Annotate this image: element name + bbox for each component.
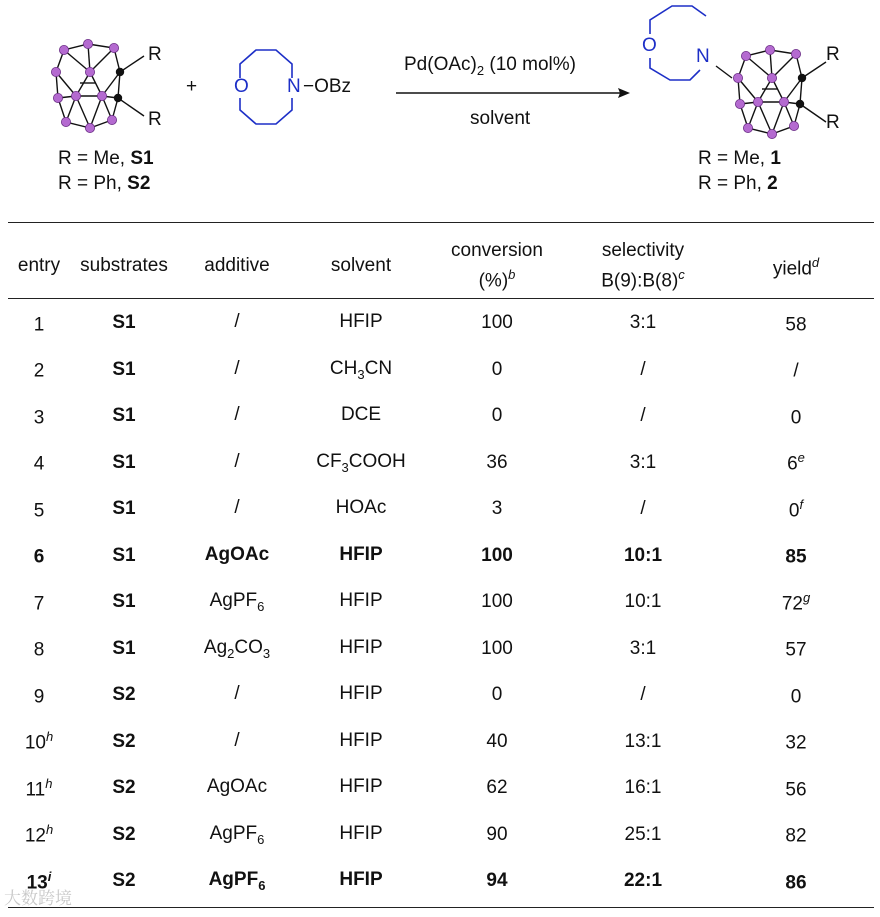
table-row bbox=[8, 393, 874, 440]
table-row bbox=[8, 765, 874, 812]
additive-text: / bbox=[234, 729, 240, 751]
cell-solvent bbox=[296, 719, 426, 766]
additive-text-cont: CO bbox=[234, 636, 263, 658]
cell-solvent bbox=[296, 579, 426, 626]
substrate-label-s1-text: R = Me, bbox=[58, 148, 131, 169]
cell-entry bbox=[8, 579, 70, 626]
cell-substrate: S2 bbox=[112, 684, 136, 706]
yield-value: 57 bbox=[785, 639, 807, 661]
cell-yield bbox=[718, 765, 874, 812]
entry-number: 13 bbox=[26, 871, 48, 893]
cell-substrate: S1 bbox=[112, 498, 136, 520]
cell-conversion: 100 bbox=[481, 544, 513, 566]
cell-selectivity: / bbox=[640, 684, 646, 706]
product-nitrogen: N bbox=[696, 46, 710, 67]
cell-conversion: 94 bbox=[486, 870, 508, 892]
yield-value: / bbox=[793, 360, 799, 382]
solvent-text: HFIP bbox=[339, 311, 383, 333]
cell-solvent bbox=[296, 300, 426, 347]
cell-entry bbox=[8, 672, 70, 719]
cell-entry bbox=[8, 393, 70, 440]
cell-entry bbox=[8, 719, 70, 766]
entry-number: 12 bbox=[24, 825, 46, 847]
cell-conversion: 3 bbox=[491, 498, 503, 520]
entry-number: 9 bbox=[33, 685, 45, 707]
solvent-text: HFIP bbox=[339, 590, 383, 612]
additive-text: / bbox=[234, 311, 240, 333]
table-row bbox=[8, 300, 874, 347]
cell-selectivity: 10:1 bbox=[623, 544, 663, 566]
substrate-label-s2-bold: S2 bbox=[127, 173, 151, 194]
solvent-text: HFIP bbox=[339, 729, 383, 751]
cell-yield bbox=[718, 626, 874, 673]
header-substrates: substrates bbox=[80, 255, 168, 276]
cell-selectivity: / bbox=[640, 405, 646, 427]
cell-selectivity: 22:1 bbox=[623, 870, 663, 892]
cell-solvent bbox=[296, 858, 426, 905]
additive-text: AgOAc bbox=[206, 776, 268, 798]
table-row bbox=[8, 440, 874, 487]
cell-entry bbox=[8, 812, 70, 859]
cell-substrate: S1 bbox=[112, 358, 136, 380]
header-conversion-unit: (%) bbox=[478, 270, 509, 292]
additive-text: AgPF bbox=[209, 590, 258, 612]
table-body bbox=[8, 300, 874, 905]
cell-substrate: S1 bbox=[112, 451, 136, 473]
cell-selectivity: 13:1 bbox=[624, 730, 662, 752]
solvent-text: HFIP bbox=[339, 543, 383, 565]
cell-substrate: S2 bbox=[112, 730, 136, 752]
entry-number: 10 bbox=[24, 732, 46, 754]
cell-solvent bbox=[296, 393, 426, 440]
solvent-condition: solvent bbox=[470, 108, 531, 129]
cell-selectivity: 16:1 bbox=[624, 777, 662, 799]
product-label-1 bbox=[698, 148, 781, 170]
substrate-label-s1-bold: S1 bbox=[130, 148, 154, 169]
additive-text: AgOAc bbox=[204, 543, 270, 565]
header-yield-text: yield bbox=[772, 258, 812, 280]
table-header-row bbox=[8, 232, 874, 300]
cell-conversion: 36 bbox=[486, 451, 508, 473]
cell-selectivity: 3:1 bbox=[629, 637, 657, 659]
solvent-text: CH bbox=[329, 357, 358, 379]
substrate-label-s1 bbox=[58, 148, 154, 170]
reaction-scheme bbox=[0, 0, 880, 215]
header-selectivity-line1: selectivity bbox=[601, 239, 685, 261]
solvent-text: HFIP bbox=[339, 776, 383, 798]
yield-value: 85 bbox=[785, 546, 807, 568]
cell-additive bbox=[178, 719, 296, 766]
yield-value: 56 bbox=[785, 778, 807, 800]
cell-entry bbox=[8, 440, 70, 487]
entry-number: 6 bbox=[33, 546, 45, 568]
header-additive: additive bbox=[204, 255, 270, 276]
reagent-nitrogen: N bbox=[287, 76, 301, 97]
entry-footnote: h bbox=[45, 775, 53, 791]
cell-additive bbox=[178, 486, 296, 533]
header-conversion-footnote: b bbox=[508, 266, 516, 282]
table-row bbox=[8, 672, 874, 719]
cell-additive bbox=[178, 626, 296, 673]
additive-subscript: 6 bbox=[257, 831, 265, 847]
entry-number: 1 bbox=[33, 313, 45, 335]
solvent-text-cont: CN bbox=[364, 357, 393, 379]
cell-additive bbox=[178, 579, 296, 626]
header-conversion bbox=[426, 232, 568, 300]
cell-substrate: S1 bbox=[112, 312, 136, 334]
solvent-subscript: 3 bbox=[357, 366, 365, 382]
product-label-2 bbox=[698, 173, 778, 195]
entry-number: 8 bbox=[33, 639, 45, 661]
additive-subscript: 2 bbox=[227, 645, 235, 661]
table-row bbox=[8, 347, 874, 394]
header-yield bbox=[718, 232, 874, 300]
solvent-text: DCE bbox=[340, 404, 382, 426]
cell-solvent bbox=[296, 765, 426, 812]
product-oxygen: O bbox=[642, 35, 657, 56]
cell-entry bbox=[8, 486, 70, 533]
solvent-text: HFIP bbox=[339, 869, 383, 891]
yield-value: 58 bbox=[785, 313, 807, 335]
header-selectivity-ratio: B(9):B(8) bbox=[601, 270, 679, 292]
cell-selectivity: / bbox=[640, 358, 646, 380]
cell-entry bbox=[8, 347, 70, 394]
entry-number: 7 bbox=[33, 592, 45, 614]
additive-text: / bbox=[234, 357, 240, 379]
cell-yield bbox=[718, 486, 874, 533]
cell-substrate: S1 bbox=[112, 637, 136, 659]
cell-substrate: S2 bbox=[112, 777, 136, 799]
header-entry: entry bbox=[17, 255, 61, 276]
cell-yield bbox=[718, 672, 874, 719]
additive-text: / bbox=[234, 497, 240, 519]
cell-yield bbox=[718, 533, 874, 580]
cell-yield bbox=[718, 719, 874, 766]
cell-additive bbox=[178, 440, 296, 487]
entry-footnote: i bbox=[47, 868, 52, 884]
solvent-text: HOAc bbox=[335, 497, 387, 519]
additive-subscript: 6 bbox=[257, 599, 265, 615]
product-label-2-bold: 2 bbox=[767, 173, 778, 194]
solvent-text: HFIP bbox=[339, 636, 383, 658]
catalyst-text: Pd(OAc) bbox=[404, 54, 477, 75]
cell-conversion: 40 bbox=[486, 730, 508, 752]
cell-additive bbox=[178, 672, 296, 719]
reagent-obz: −OBz bbox=[303, 76, 352, 97]
entry-number: 3 bbox=[33, 406, 45, 428]
additive-text: AgPF bbox=[208, 869, 259, 891]
product-r-top: R bbox=[826, 44, 840, 65]
cell-solvent bbox=[296, 486, 426, 533]
additive-text: AgPF bbox=[209, 822, 258, 844]
cell-additive bbox=[178, 300, 296, 347]
substrate-r-top: R bbox=[148, 44, 162, 65]
table-row bbox=[8, 626, 874, 673]
yield-footnote: e bbox=[797, 450, 805, 466]
cell-substrate: S1 bbox=[112, 544, 136, 566]
table-row bbox=[8, 858, 874, 905]
cell-solvent bbox=[296, 347, 426, 394]
yield-value: 32 bbox=[785, 732, 807, 754]
table-bottom-rule bbox=[8, 907, 874, 908]
table-top-rule bbox=[8, 222, 874, 223]
cell-entry bbox=[8, 765, 70, 812]
table-row bbox=[8, 719, 874, 766]
additive-text: / bbox=[234, 683, 240, 705]
catalyst-subscript: 2 bbox=[476, 62, 485, 78]
cell-yield bbox=[718, 858, 874, 905]
header-solvent: solvent bbox=[330, 255, 392, 276]
substrate-r-bottom: R bbox=[148, 109, 162, 130]
solvent-text: CF bbox=[316, 450, 342, 472]
cell-additive bbox=[178, 812, 296, 859]
additive-text: / bbox=[234, 450, 240, 472]
entry-number: 11 bbox=[25, 778, 46, 800]
table-row bbox=[8, 579, 874, 626]
header-selectivity-footnote: c bbox=[678, 266, 685, 282]
cell-solvent bbox=[296, 440, 426, 487]
yield-value: 86 bbox=[785, 871, 807, 893]
header-yield-footnote: d bbox=[811, 254, 820, 270]
cell-selectivity: / bbox=[640, 498, 646, 520]
solvent-text: HFIP bbox=[339, 683, 383, 705]
cell-conversion: 62 bbox=[486, 777, 508, 799]
cell-substrate: S2 bbox=[112, 870, 136, 892]
entry-number: 5 bbox=[33, 499, 45, 521]
cell-yield bbox=[718, 812, 874, 859]
cell-additive bbox=[178, 765, 296, 812]
additive-text: / bbox=[234, 404, 240, 426]
cell-substrate: S1 bbox=[112, 405, 136, 427]
cell-conversion: 100 bbox=[481, 637, 513, 659]
cell-conversion: 100 bbox=[481, 591, 513, 613]
solvent-subscript: 3 bbox=[341, 459, 349, 475]
cell-entry bbox=[8, 533, 70, 580]
entry-footnote: h bbox=[45, 729, 54, 745]
additive-subscript-2: 3 bbox=[262, 645, 271, 661]
product-r-bottom: R bbox=[826, 112, 840, 133]
cell-selectivity: 3:1 bbox=[629, 312, 657, 334]
yield-footnote: f bbox=[799, 496, 804, 512]
solvent-text: HFIP bbox=[339, 822, 383, 844]
cell-yield bbox=[718, 579, 874, 626]
cell-substrate: S2 bbox=[112, 823, 136, 845]
table-row bbox=[8, 486, 874, 533]
cell-yield bbox=[718, 393, 874, 440]
cell-additive bbox=[178, 393, 296, 440]
cell-selectivity: 25:1 bbox=[624, 823, 662, 845]
header-selectivity-line2 bbox=[568, 263, 718, 293]
reaction-arrow bbox=[394, 86, 634, 100]
cell-additive bbox=[178, 533, 296, 580]
header-conversion-line1: conversion bbox=[451, 239, 543, 261]
additive-text: Ag bbox=[203, 636, 228, 658]
cell-entry bbox=[8, 300, 70, 347]
product-label-1-bold: 1 bbox=[770, 148, 781, 169]
yield-value: 6 bbox=[787, 453, 798, 475]
entry-number: 4 bbox=[33, 453, 45, 475]
cell-solvent bbox=[296, 626, 426, 673]
entry-number: 2 bbox=[33, 360, 45, 382]
table-row bbox=[8, 533, 874, 580]
watermark: 大数跨境 bbox=[4, 889, 72, 908]
substrate-label-s2 bbox=[58, 173, 150, 195]
header-conversion-line2 bbox=[426, 263, 568, 293]
additive-subscript: 6 bbox=[258, 878, 266, 894]
cell-solvent bbox=[296, 812, 426, 859]
cell-selectivity: 10:1 bbox=[624, 591, 662, 613]
yield-value: 0 bbox=[790, 406, 802, 428]
cell-conversion: 0 bbox=[491, 684, 503, 706]
substrate-label-s2-text: R = Ph, bbox=[58, 173, 128, 194]
optimization-table bbox=[8, 232, 874, 905]
cell-selectivity: 3:1 bbox=[629, 451, 657, 473]
cell-additive bbox=[178, 858, 296, 905]
cell-yield bbox=[718, 440, 874, 487]
cell-additive bbox=[178, 347, 296, 394]
solvent-text-cont: COOH bbox=[348, 450, 406, 472]
yield-value: 72 bbox=[781, 592, 803, 614]
cell-solvent bbox=[296, 533, 426, 580]
catalyst-condition bbox=[404, 54, 576, 82]
cell-conversion: 100 bbox=[481, 312, 513, 334]
cell-yield bbox=[718, 300, 874, 347]
reagent-oxygen: O bbox=[234, 76, 249, 97]
cell-conversion: 0 bbox=[491, 358, 503, 380]
cell-conversion: 0 bbox=[491, 405, 503, 427]
carborane-substrate-structure bbox=[40, 36, 160, 146]
cell-solvent bbox=[296, 672, 426, 719]
yield-value: 0 bbox=[790, 685, 802, 707]
product-label-2-text: R = Ph, bbox=[698, 173, 768, 194]
cell-yield bbox=[718, 347, 874, 394]
plus-sign: + bbox=[186, 76, 198, 97]
cell-substrate: S1 bbox=[112, 591, 136, 613]
cell-entry bbox=[8, 626, 70, 673]
table-row bbox=[8, 812, 874, 859]
header-selectivity bbox=[568, 232, 718, 300]
product-label-1-text: R = Me, bbox=[698, 148, 771, 169]
entry-footnote: h bbox=[45, 822, 54, 838]
catalyst-loading: (10 mol%) bbox=[484, 54, 576, 75]
yield-value: 82 bbox=[785, 825, 807, 847]
product-structure bbox=[632, 4, 852, 144]
yield-footnote: g bbox=[802, 589, 811, 605]
yield-value: 0 bbox=[788, 499, 800, 521]
cell-conversion: 90 bbox=[486, 823, 508, 845]
